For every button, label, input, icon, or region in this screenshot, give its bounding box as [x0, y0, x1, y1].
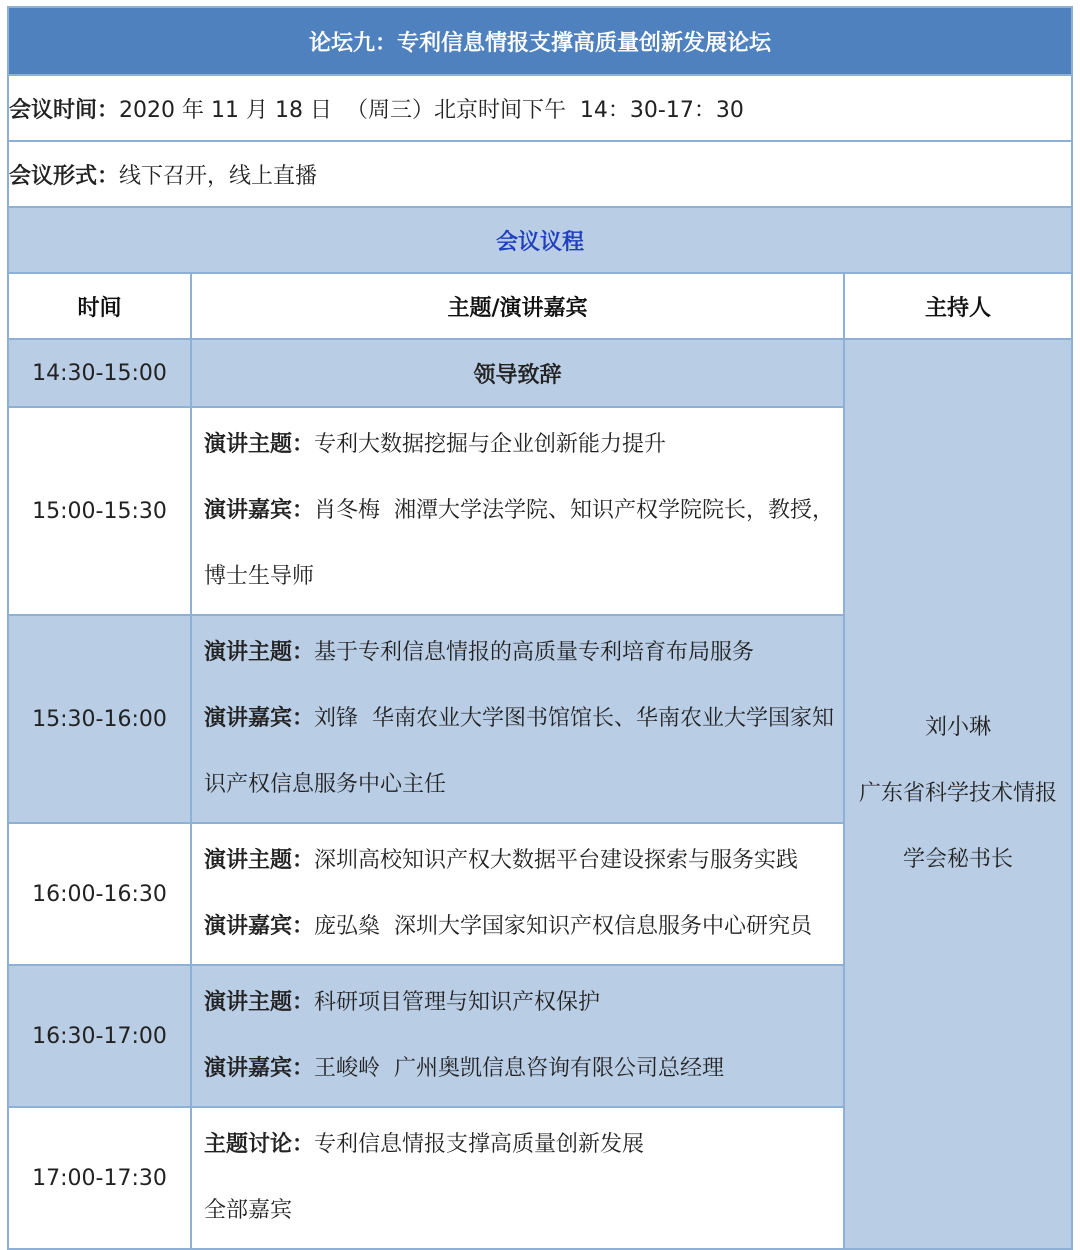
meeting-format-label: 会议形式： — [9, 163, 120, 189]
speaker-label: 演讲嘉宾： — [204, 1056, 315, 1081]
topic-label: 演讲主题： — [204, 848, 315, 873]
meeting-format-row — [8, 141, 1072, 207]
topic-text: 科研项目管理与知识产权保护 — [314, 990, 601, 1015]
agenda-time: 17:00-17:30 — [8, 1107, 191, 1249]
meeting-time-row — [8, 75, 1072, 141]
agenda-topic-cell — [191, 615, 844, 823]
topic-label: 演讲主题： — [204, 990, 315, 1015]
column-header-host: 主持人 — [844, 273, 1072, 339]
topic-text: 基于专利信息情报的高质量专利培育布局服务 — [314, 640, 755, 665]
host-cell — [844, 339, 1072, 1249]
speaker-text: 肖冬梅 湘潭大学法学院、知识产权学院院长，教授， — [314, 498, 835, 523]
topic-label: 演讲主题： — [204, 640, 315, 665]
topic-text: 专利大数据挖掘与企业创新能力提升 — [314, 432, 667, 457]
agenda-time: 15:00-15:30 — [8, 407, 191, 615]
forum-title: 论坛九：专利信息情报支撑高质量创新发展论坛 — [8, 7, 1072, 75]
speaker-label: 演讲嘉宾： — [204, 914, 315, 939]
agenda-topic-cell — [191, 1107, 844, 1249]
column-header-time: 时间 — [8, 273, 191, 339]
speaker-text-cont: 博士生导师 — [204, 564, 315, 589]
host-org-line1: 广东省科学技术情报 — [858, 781, 1057, 806]
agenda-heading-row — [8, 207, 1072, 273]
agenda-time: 15:30-16:00 — [8, 615, 191, 823]
column-header-row — [8, 273, 1072, 339]
speaker-label: 演讲嘉宾： — [204, 706, 315, 731]
agenda-time: 16:00-16:30 — [8, 823, 191, 965]
speaker-text: 刘锋 华南农业大学图书馆馆长、华南农业大学国家知 — [314, 706, 835, 731]
opening-remarks: 领导致辞 — [191, 339, 844, 407]
agenda-table — [7, 6, 1073, 1250]
agenda-topic-cell — [191, 823, 844, 965]
agenda-topic-cell — [191, 965, 844, 1107]
speaker-text: 庞弘燊 深圳大学国家知识产权信息服务中心研究员 — [314, 914, 813, 939]
discussion-text: 专利信息情报支撑高质量创新发展 — [314, 1132, 645, 1157]
speaker-text-cont: 识产权信息服务中心主任 — [204, 772, 447, 797]
topic-label: 演讲主题： — [204, 432, 315, 457]
agenda-time: 14:30-15:00 — [8, 339, 191, 407]
agenda-heading: 会议议程 — [8, 207, 1072, 273]
agenda-time: 16:30-17:00 — [8, 965, 191, 1107]
meeting-time-value: 2020 年 11 月 18 日 （周三）北京时间下午 14：30-17：30 — [119, 97, 744, 123]
speaker-label: 演讲嘉宾： — [204, 498, 315, 523]
title-row — [8, 7, 1072, 75]
host-org-line2: 学会秘书长 — [902, 847, 1013, 872]
meeting-format-value: 线下召开，线上直播 — [119, 163, 318, 189]
column-header-topic: 主题/演讲嘉宾 — [191, 273, 844, 339]
agenda-row — [8, 339, 1072, 407]
agenda-topic-cell — [191, 407, 844, 615]
meeting-time-label: 会议时间： — [9, 97, 120, 123]
topic-text: 深圳高校知识产权大数据平台建设探索与服务实践 — [314, 848, 799, 873]
host-name: 刘小琳 — [924, 715, 991, 740]
discussion-label: 主题讨论： — [204, 1132, 315, 1157]
participants-text: 全部嘉宾 — [204, 1198, 293, 1223]
speaker-text: 王峻岭 广州奥凯信息咨询有限公司总经理 — [314, 1056, 725, 1081]
